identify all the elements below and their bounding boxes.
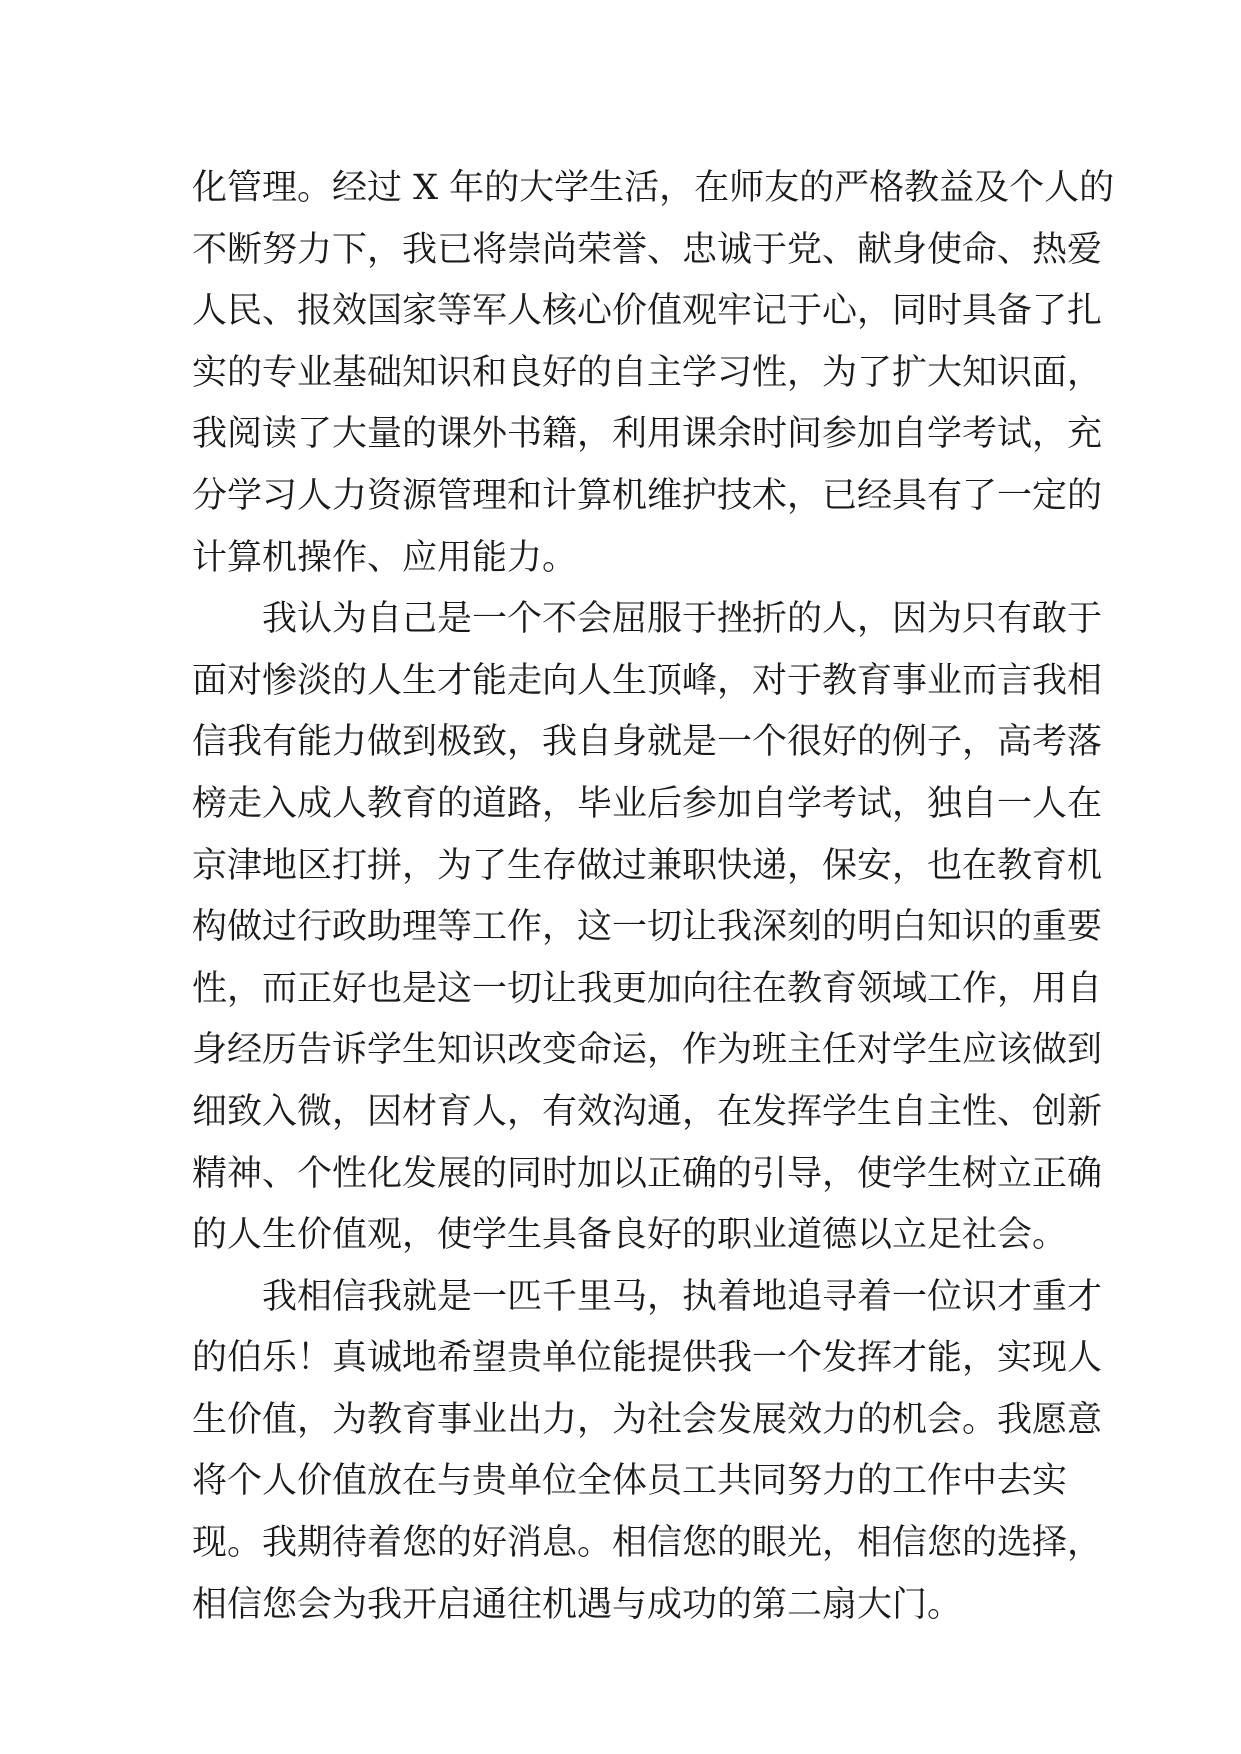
text-line: 不断努力下，我已将崇尚荣誉、忠诚于党、献身使命、热爱 [192,229,1103,270]
text-line: 实的专业基础知识和良好的自主学习性，为了扩大知识面， [192,352,1103,393]
text-line: 人民、报效国家等军人核心价值观牢记于心，同时具备了扎 [192,291,1103,332]
paragraph-2 [192,589,1103,1267]
text-line: 分学习人力资源管理和计算机维护技术，已经具有了一定的 [192,475,1103,516]
text-line: 生价值，为教育事业出力，为社会发展效力的机会。我愿意 [192,1399,1103,1440]
text-line: 的伯乐！真诚地希望贵单位能提供我一个发挥才能，实现人 [192,1338,1103,1379]
text-line: 将个人价值放在与贵单位全体员工共同努力的工作中去实 [192,1461,1068,1502]
text-line: 构做过行政助理等工作，这一切让我深刻的明白知识的重要 [192,907,1103,948]
paragraph-3 [192,1267,1103,1637]
text-line: 身经历告诉学生知识改变命运，作为班主任对学生应该做到 [192,1030,1103,1071]
text-line: 我阅读了大量的课外书籍，利用课余时间参加自学考试，充 [192,414,1103,455]
text-line: 我相信我就是一匹千里马，执着地追寻着一位识才重才 [262,1276,1103,1317]
text-line: 性，而正好也是这一切让我更加向往在教育领域工作，用自 [192,968,1103,1009]
text-line: 信我有能力做到极致，我自身就是一个很好的例子，高考落 [192,722,1103,763]
text-line: 京津地区打拼，为了生存做过兼职快递，保安，也在教育机 [192,845,1103,886]
text-line: 计算机操作、应用能力。 [192,537,578,578]
text-line: 精神、个性化发展的同时加以正确的引导，使学生树立正确 [192,1153,1103,1194]
document-body [192,158,1115,1636]
text-line: 面对惨淡的人生才能走向人生顶峰，对于教育事业而言我相 [192,660,1103,701]
text-line: 榜走入成人教育的道路，毕业后参加自学考试，独自一人在 [192,783,1103,824]
text-line: 现。我期待着您的好消息。相信您的眼光，相信您的选择， [192,1523,1103,1564]
text-line: 细致入微，因材育人，有效沟通，在发挥学生自主性、创新 [192,1091,1103,1132]
text-line: 化管理。经过 X 年的大学生活，在师友的严格教益及个人的 [192,168,1115,208]
text-line: 相信您会为我开启通往机遇与成功的第二扇大门。 [192,1584,963,1625]
text-line: 的人生价值观，使学生具备良好的职业道德以立足社会。 [192,1215,1068,1256]
text-line: 我认为自己是一个不会屈服于挫折的人，因为只有敢于 [262,599,1103,640]
paragraph-1 [192,158,1115,589]
